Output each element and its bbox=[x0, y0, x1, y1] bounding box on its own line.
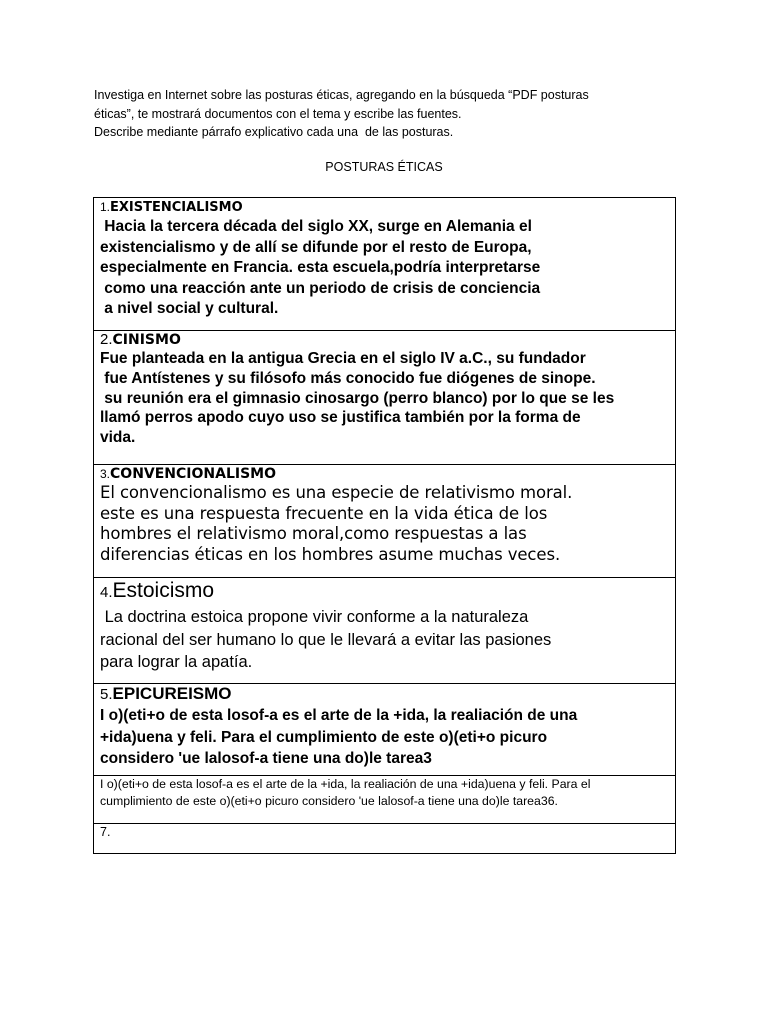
instruction-line: Investiga en Internet sobre las posturas éticas, agregando en la búsqueda “PDF posturas bbox=[94, 88, 589, 102]
text-line: El convencionalismo es una especie de relativismo moral. bbox=[100, 483, 573, 502]
instruction-line: éticas”, te mostrará documentos con el tema y escribe las fuentes. bbox=[94, 106, 462, 121]
table-row bbox=[94, 465, 676, 578]
posture-cell bbox=[94, 684, 676, 776]
text-line: especialmente en Francia. esta escuela,podría interpretarse bbox=[100, 259, 541, 276]
text-line: considero 'ue lalosof-a tiene una do)le tarea3 bbox=[100, 750, 432, 767]
text-line: Fue planteada en la antigua Grecia en el siglo IV a.C., su fundador bbox=[100, 350, 586, 367]
text-line: como una reacción ante un periodo de crisis de conciencia bbox=[100, 279, 541, 297]
text-line: su reunión era el gimnasio cinosargo (perro blanco) por lo que se les bbox=[100, 389, 615, 407]
posture-description bbox=[100, 217, 669, 320]
text-line: cumplimiento de este o)(eti+o picuro considero 'ue lalosof-a tiene una do)le tarea36. bbox=[100, 794, 558, 808]
text-line: hombres el relativismo moral,como respuestas a las bbox=[100, 524, 527, 543]
document-title: POSTURAS ÉTICAS bbox=[325, 160, 443, 174]
posture-name: CINISMO bbox=[112, 332, 181, 348]
posture-number: 3. bbox=[100, 467, 111, 481]
text-line: diferencias éticas en los hombres asume muchas veces. bbox=[100, 544, 561, 564]
posture-name: Estoicismo bbox=[112, 579, 215, 602]
posture-description bbox=[100, 483, 669, 565]
posture-cell bbox=[94, 578, 676, 684]
text-line: este es una respuesta frecuente en la vida ética de los bbox=[100, 503, 548, 523]
text-line: Hacia la tercera década del siglo XX, surge en Alemania el bbox=[100, 218, 532, 235]
postures-table bbox=[93, 197, 676, 854]
text-line: +ida)uena y feli. Para el cumplimiento de este o)(eti+o picuro bbox=[100, 728, 548, 746]
posture-number: 1. bbox=[100, 200, 111, 214]
text-line: I o)(eti+o de esta losof-a es el arte de la +ida, la realiación de una +ida)uena y feli. Para el bbox=[100, 777, 591, 791]
text-cell bbox=[94, 824, 676, 854]
posture-heading bbox=[100, 465, 669, 483]
text-line: racional del ser humano lo que le llevará a evitar las pasiones bbox=[100, 630, 552, 649]
posture-description bbox=[100, 606, 669, 674]
table-row bbox=[94, 824, 676, 854]
text-line: vida. bbox=[100, 429, 136, 447]
instructions bbox=[94, 86, 694, 142]
posture-number: 4. bbox=[100, 584, 113, 601]
cell-text: 7. bbox=[100, 825, 111, 839]
text-line: existencialismo y de allí se difunde por el resto de Europa, bbox=[100, 238, 532, 256]
instruction-line: Describe mediante párrafo explicativo cada una de las posturas. bbox=[94, 125, 454, 139]
posture-heading bbox=[100, 331, 669, 349]
table-row bbox=[94, 776, 676, 824]
cell-text bbox=[100, 776, 669, 810]
posture-cell bbox=[94, 465, 676, 578]
text-line: I o)(eti+o de esta losof-a es el arte de la +ida, la realiación de una bbox=[100, 707, 578, 724]
text-line: a nivel social y cultural. bbox=[100, 300, 279, 317]
posture-name: EXISTENCIALISMO bbox=[110, 200, 243, 215]
posture-cell bbox=[94, 198, 676, 331]
posture-number: 2. bbox=[100, 331, 113, 348]
posture-cell bbox=[94, 331, 676, 465]
text-line: para lograr la apatía. bbox=[100, 653, 253, 671]
posture-heading bbox=[100, 578, 669, 606]
text-line: La doctrina estoica propone vivir conforme a la naturaleza bbox=[100, 608, 529, 626]
posture-heading bbox=[100, 684, 669, 705]
text-line: fue Antístenes y su filósofo más conocido fue diógenes de sinope. bbox=[100, 369, 596, 387]
table-row bbox=[94, 684, 676, 776]
table-row bbox=[94, 331, 676, 465]
text-line: llamó perros apodo cuyo uso se justifica también por la forma de bbox=[100, 409, 581, 427]
posture-description bbox=[100, 705, 669, 770]
posture-description bbox=[100, 349, 669, 448]
table-row bbox=[94, 198, 676, 331]
posture-number: 5. bbox=[100, 686, 113, 703]
text-cell bbox=[94, 776, 676, 824]
posture-heading bbox=[100, 198, 669, 217]
posture-name: CONVENCIONALISMO bbox=[110, 466, 277, 482]
posture-name: EPICUREISMO bbox=[112, 684, 232, 703]
table-row bbox=[94, 578, 676, 684]
